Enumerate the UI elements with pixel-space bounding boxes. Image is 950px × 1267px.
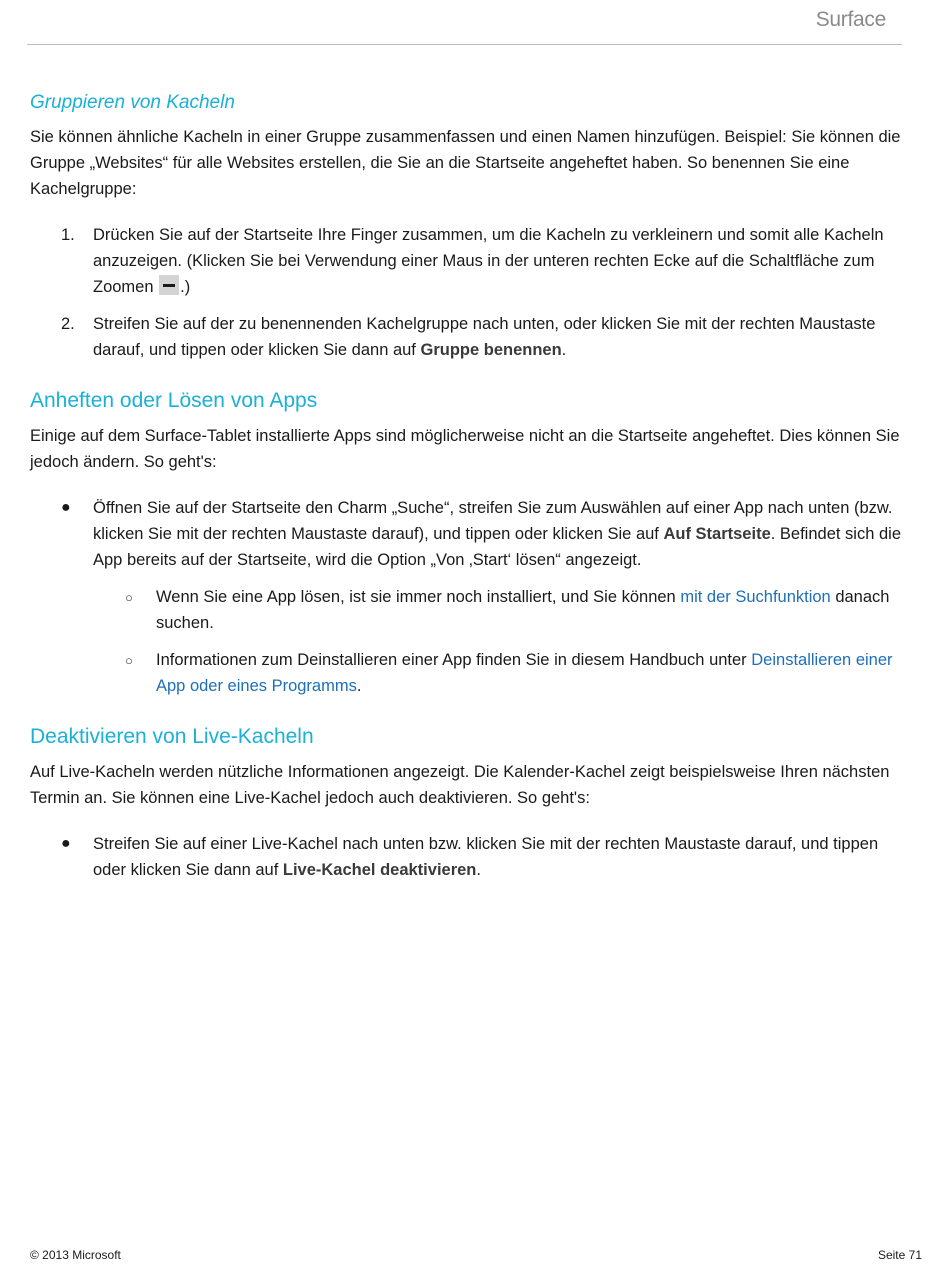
brand-logo: Surface <box>815 8 886 31</box>
step-number: 2. <box>61 315 75 333</box>
bullet-dot-icon: ● <box>61 835 71 852</box>
search-function-link[interactable]: mit der Suchfunktion <box>680 588 831 606</box>
bullet-item <box>30 495 902 573</box>
bullet-text: Streifen Sie auf einer Live-Kachel nach unten bzw. klicken Sie mit der rechten Maustaste darauf, und tippen oder klicken Sie dann auf <box>93 835 879 879</box>
bullet-bold-term: Auf Startseite <box>663 525 771 543</box>
section-title-group-tiles: Gruppieren von Kacheln <box>30 92 235 113</box>
step-bold-term: Gruppe benennen <box>420 341 562 359</box>
sub-bullet-text-end: danach suchen. <box>156 588 890 632</box>
sub-bullet-text-end: . <box>356 677 362 695</box>
circle-bullet-icon: ○ <box>125 653 133 668</box>
sub-bullet-text: Informationen zum Deinstallieren einer App finden Sie in diesem Handbuch unter <box>156 651 752 669</box>
section-title-pin-apps: Anheften oder Lösen von Apps <box>30 389 318 412</box>
sub-bullet-item <box>30 647 902 699</box>
bullet-bold-term: Live-Kachel deaktivieren <box>282 861 477 879</box>
sub-bullet-text: Wenn Sie eine App lösen, ist sie immer noch installiert, und Sie können <box>156 588 681 606</box>
page-content <box>30 92 902 909</box>
step-item <box>30 311 902 363</box>
header-divider <box>27 44 902 45</box>
bullet-item <box>30 831 902 883</box>
bullet-text-end: . Befindet sich die App bereits auf der Startseite, wird die Option „Von ‚Start‘ lösen“ angezeigt. <box>93 525 901 569</box>
bullet-list-pin-apps <box>30 495 902 699</box>
step-text-end: .) <box>180 278 191 296</box>
section-intro-pin-apps: Einige auf dem Surface-Tablet installierte Apps sind möglicherweise nicht an die Startseite angeheftet. Dies können Sie jedoch ändern. So geht's: <box>30 427 900 471</box>
step-text: Streifen Sie auf der zu benennenden Kachelgruppe nach unten, oder klicken Sie mit der rechten Maustaste darauf, und tippen oder klicken Sie dann auf <box>93 315 876 359</box>
sub-bullet-item <box>30 584 902 636</box>
section-intro-live-tiles: Auf Live-Kacheln werden nützliche Informationen angezeigt. Die Kalender-Kachel zeigt beispielsweise Ihren nächsten Termin an. Sie können eine Live-Kachel jedoch auch deaktivieren. So geht's: <box>30 763 890 807</box>
bullet-dot-icon: ● <box>61 499 71 516</box>
circle-bullet-icon: ○ <box>125 590 133 605</box>
bullet-text: Öffnen Sie auf der Startseite den Charm „Suche“, streifen Sie zum Auswählen auf einer App nach unten (bzw. klicken Sie mit der rechten Maustaste darauf), und tippen oder klicken Sie auf <box>93 499 893 543</box>
footer-page-number: Seite 71 <box>877 1248 922 1262</box>
footer-copyright: © 2013 Microsoft <box>30 1248 121 1262</box>
step-text: Drücken Sie auf der Startseite Ihre Finger zusammen, um die Kacheln zu verkleinern und somit alle Kacheln anzuzeigen. (Klicken Sie bei Verwendung einer Maus in der unteren rechten Ecke auf die Schaltfläche zum Zoomen <box>93 226 884 296</box>
bullet-list-live-tiles <box>30 831 902 883</box>
step-item <box>30 222 902 300</box>
step-number: 1. <box>61 226 75 244</box>
bullet-text-end: . <box>476 861 481 879</box>
uninstall-app-link[interactable]: Deinstallieren einer App oder eines Programms <box>156 651 893 695</box>
step-text-end: . <box>561 341 567 359</box>
section-intro-group-tiles: Sie können ähnliche Kacheln in einer Gruppe zusammenfassen und einen Namen hinzufügen. Beispiel: Sie können die Gruppe „Websites“ für alle Websites erstellen, die Sie an die Startseite angeheftet haben. So benennen Sie eine Kachelgruppe: <box>30 128 901 198</box>
zoom-minus-icon <box>159 275 179 295</box>
section-title-live-tiles: Deaktivieren von Live-Kacheln <box>30 725 314 748</box>
numbered-steps <box>30 222 902 363</box>
